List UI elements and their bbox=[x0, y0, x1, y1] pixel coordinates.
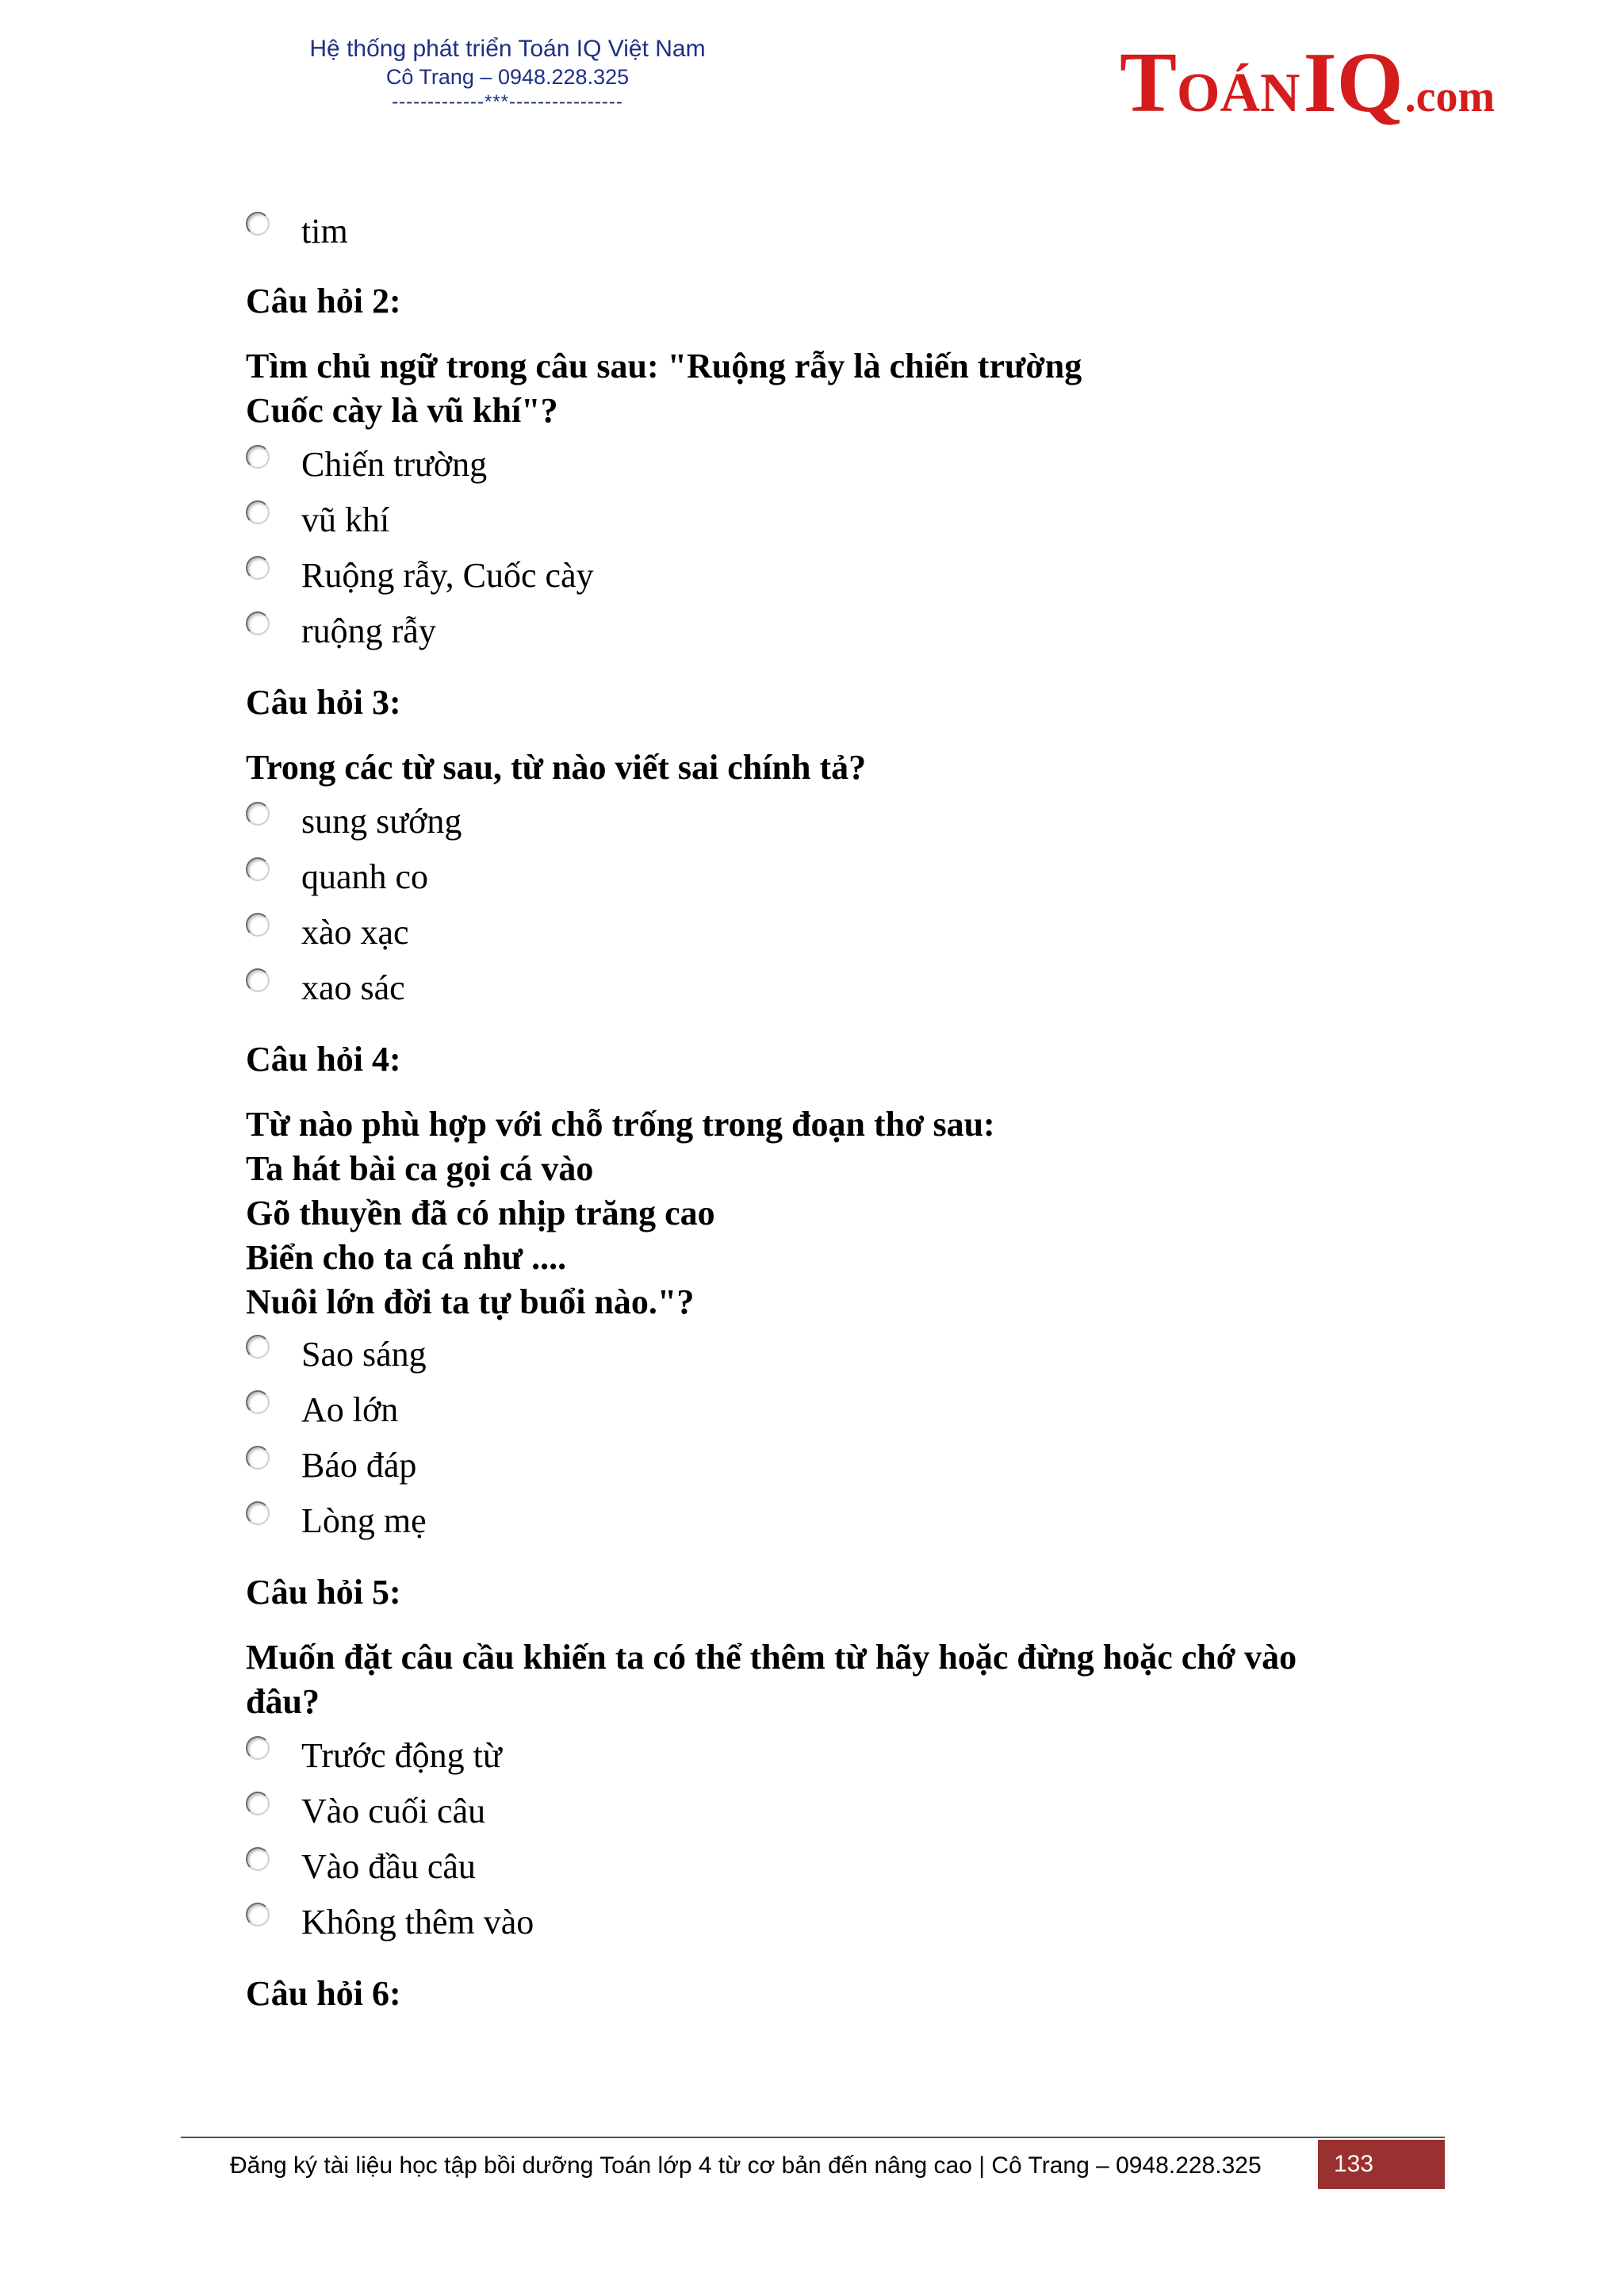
logo-t: T bbox=[1120, 36, 1178, 130]
radio-button[interactable] bbox=[246, 1501, 270, 1525]
answer-option[interactable] bbox=[246, 1788, 485, 1835]
radio-button[interactable] bbox=[246, 802, 270, 826]
radio-button[interactable] bbox=[246, 1390, 270, 1414]
logo-iq: IQ bbox=[1303, 36, 1404, 130]
question-text bbox=[246, 746, 1435, 790]
answer-option[interactable] bbox=[246, 798, 462, 845]
radio-button[interactable] bbox=[246, 1792, 270, 1815]
radio-button[interactable] bbox=[246, 913, 270, 937]
question-text bbox=[246, 1102, 1435, 1324]
option-label: quanh co bbox=[301, 857, 429, 896]
radio-button[interactable] bbox=[246, 1847, 270, 1871]
option-label: Vào cuối câu bbox=[301, 1792, 486, 1830]
question-title: Câu hỏi 3: bbox=[246, 683, 401, 722]
option-label: Sao sáng bbox=[301, 1335, 427, 1374]
option-label: xao sác bbox=[301, 968, 405, 1007]
option-label: Lòng mẹ bbox=[301, 1501, 427, 1540]
answer-option[interactable] bbox=[246, 1732, 502, 1780]
option-label: Vào đầu câu bbox=[301, 1847, 476, 1886]
radio-button[interactable] bbox=[246, 1736, 270, 1760]
option-label: ruộng rẫy bbox=[301, 611, 436, 650]
answer-option[interactable] bbox=[246, 1386, 398, 1434]
radio-button[interactable] bbox=[246, 500, 270, 524]
answer-option[interactable] bbox=[246, 964, 405, 1012]
question-line: Muốn đặt câu cầu khiến ta có thể thêm từ hãy hoặc đừng hoặc chớ vào bbox=[246, 1638, 1297, 1677]
answer-option[interactable] bbox=[246, 496, 389, 544]
option-label: Chiến trường bbox=[301, 445, 488, 484]
question-text bbox=[246, 344, 1435, 433]
answer-option[interactable] bbox=[246, 441, 487, 489]
answer-option[interactable] bbox=[246, 1843, 476, 1891]
radio-button[interactable] bbox=[246, 212, 270, 236]
logo-oan: OÁN bbox=[1177, 63, 1300, 124]
radio-button[interactable] bbox=[246, 556, 270, 580]
question-title: Câu hỏi 6: bbox=[246, 1974, 401, 2013]
question-line: Ta hát bài ca gọi cá vào bbox=[246, 1149, 594, 1188]
option-label: Trước động từ bbox=[301, 1736, 502, 1775]
question-line: đâu? bbox=[246, 1682, 320, 1721]
question-line: Nuôi lớn đời ta tự buổi nào."? bbox=[246, 1282, 695, 1321]
answer-option[interactable] bbox=[246, 608, 436, 655]
radio-button[interactable] bbox=[246, 611, 270, 635]
option-label: Ao lớn bbox=[301, 1390, 399, 1429]
logo-com: .com bbox=[1404, 72, 1496, 121]
option-label: sung sướng bbox=[301, 802, 462, 841]
radio-button[interactable] bbox=[246, 1446, 270, 1470]
answer-option[interactable] bbox=[246, 909, 409, 956]
option-label: xào xạc bbox=[301, 913, 409, 952]
option-label: vũ khí bbox=[301, 500, 390, 539]
question-line: Biển cho ta cá như .... bbox=[246, 1238, 567, 1277]
option-label: Ruộng rẫy, Cuốc cày bbox=[301, 556, 594, 595]
answer-option[interactable] bbox=[246, 1497, 427, 1545]
answer-option[interactable] bbox=[246, 853, 428, 901]
option-label: Báo đáp bbox=[301, 1446, 417, 1485]
question-line: Trong các từ sau, từ nào viết sai chính tả? bbox=[246, 748, 867, 787]
radio-button[interactable] bbox=[246, 445, 270, 469]
footer-text: Đăng ký tài liệu học tập bồi dưỡng Toán lớp 4 từ cơ bản đến nâng cao | Cô Trang – 0948.228.325 bbox=[230, 2152, 1262, 2179]
radio-button[interactable] bbox=[246, 1335, 270, 1359]
answer-option[interactable] bbox=[246, 208, 348, 255]
answer-option[interactable] bbox=[246, 1442, 416, 1489]
header-divider: -------------***---------------- bbox=[392, 91, 623, 113]
question-line: Từ nào phù hợp với chỗ trống trong đoạn thơ sau: bbox=[246, 1105, 995, 1144]
question-title: Câu hỏi 2: bbox=[246, 282, 401, 320]
header-system-name: Hệ thống phát triển Toán IQ Việt Nam bbox=[309, 36, 706, 62]
question-text bbox=[246, 1635, 1435, 1724]
answer-option[interactable] bbox=[246, 1899, 534, 1946]
radio-button[interactable] bbox=[246, 857, 270, 881]
header-info bbox=[301, 35, 714, 114]
header-contact: Cô Trang – 0948.228.325 bbox=[385, 65, 630, 89]
footer-divider bbox=[181, 2137, 1445, 2138]
option-label: Không thêm vào bbox=[301, 1903, 534, 1941]
answer-option[interactable] bbox=[246, 1331, 427, 1378]
question-line: Cuốc cày là vũ khí"? bbox=[246, 391, 558, 430]
question-title: Câu hỏi 5: bbox=[246, 1573, 401, 1612]
answer-option[interactable] bbox=[246, 552, 594, 600]
toaniq-logo bbox=[1120, 36, 1496, 135]
page-number: 133 bbox=[1318, 2140, 1445, 2189]
question-title: Câu hỏi 4: bbox=[246, 1040, 401, 1079]
option-label: tim bbox=[301, 212, 348, 251]
radio-button[interactable] bbox=[246, 968, 270, 992]
radio-button[interactable] bbox=[246, 1903, 270, 1926]
question-line: Gõ thuyền đã có nhịp trăng cao bbox=[246, 1194, 715, 1232]
question-line: Tìm chủ ngữ trong câu sau: "Ruộng rẫy là chiến trường bbox=[246, 347, 1082, 385]
